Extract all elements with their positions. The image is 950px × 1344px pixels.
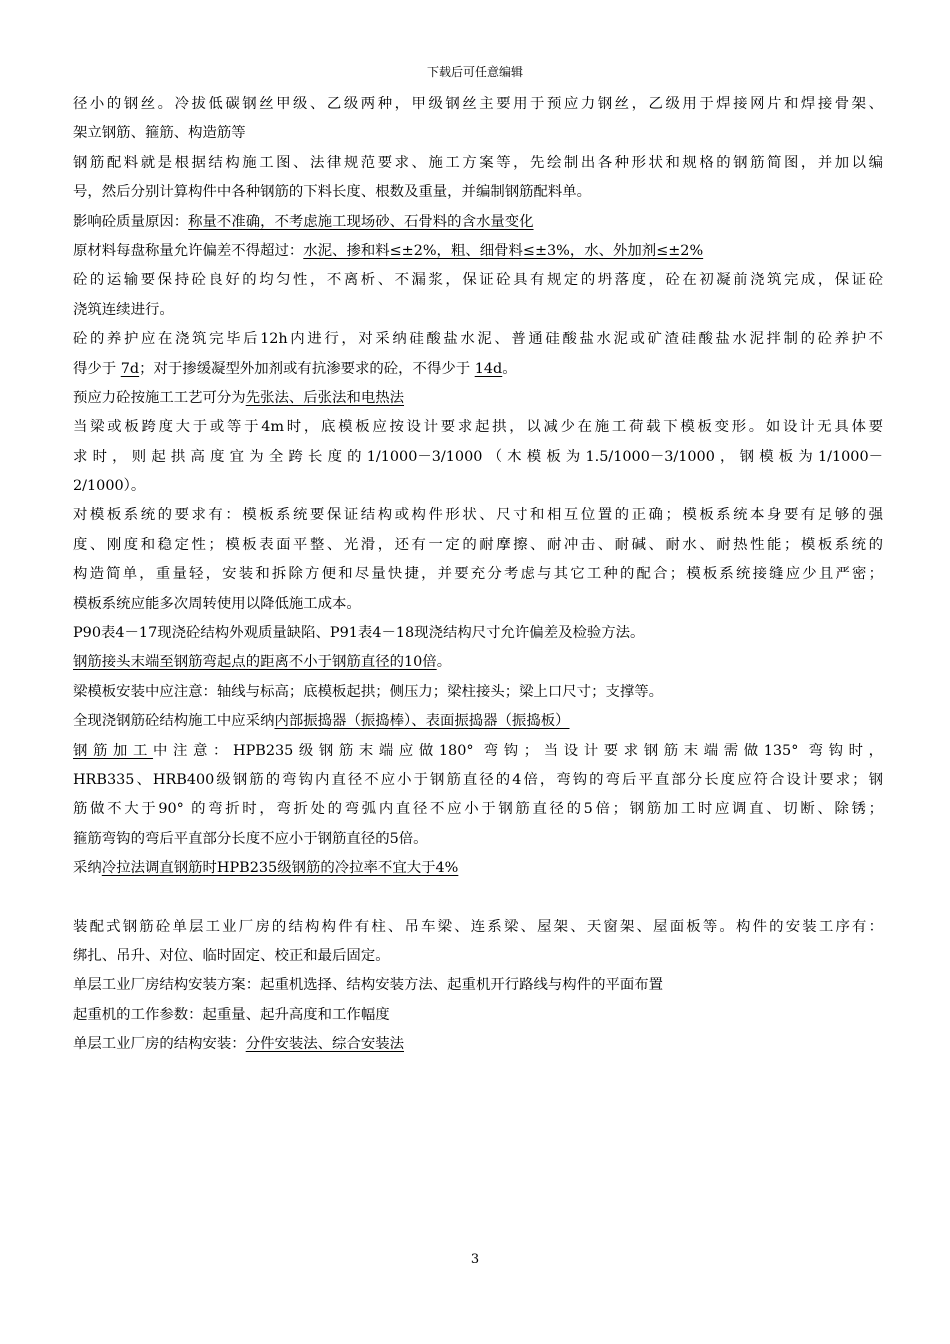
underlined-text: 钢筋加工 bbox=[73, 742, 154, 759]
text-run: 采纳 bbox=[73, 860, 102, 877]
text-run: 砼的运输要保持砼良好的均匀性，不离析、不漏浆，保证砼具有规定的坍落度，砼在初凝前浇筑完成，保证砼 bbox=[73, 272, 883, 289]
text-run: 筋做不大于90° 的弯折时，弯折处的弯弧内直径不应小于钢筋直径的5倍；钢筋加工时应调直、切断、除锈； bbox=[73, 801, 883, 818]
document-body bbox=[73, 90, 883, 1060]
text-run: 装配式钢筋砼单层工业厂房的结构构件有柱、吊车梁、连系梁、屋架、天窗架、屋面板等。构件的安装工序有： bbox=[73, 918, 883, 935]
underlined-text: 内部振捣器（振捣棒）、表面振捣器（振捣板） bbox=[274, 713, 570, 730]
text-line bbox=[73, 825, 883, 854]
text-run: 梁模板安装中应注意：轴线与标高；底模板起拱；侧压力；梁柱接头；梁上口尺寸；支撑等。 bbox=[73, 683, 664, 700]
text-line bbox=[73, 531, 883, 560]
text-run: 绑扎、吊升、对位、临时固定、校正和最后固定。 bbox=[73, 947, 390, 964]
underlined-text: 分件安装法、综合安装法 bbox=[245, 1036, 405, 1053]
text-line bbox=[73, 501, 883, 530]
text-run: 砼的养护应在浇筑完毕后12h内进行，对采纳硅酸盐水泥、普通硅酸盐水泥或矿渣硅酸盐水泥拌制的砼养护不 bbox=[73, 331, 883, 348]
text-run: 单层工业厂房的结构安装： bbox=[73, 1036, 246, 1053]
text-run: 2/1000）。 bbox=[73, 478, 146, 495]
text-line bbox=[73, 443, 883, 472]
text-line bbox=[73, 472, 883, 501]
underlined-text: 钢筋接头末端至钢筋弯起点的距离不小于钢筋直径的10倍 bbox=[73, 654, 437, 671]
text-line bbox=[73, 296, 883, 325]
text-line bbox=[73, 90, 883, 119]
text-run: 对模板系统的要求有：模板系统要保证结构或构件形状、尺寸和相互位置的正确；模板系统本身要有足够的强 bbox=[73, 507, 883, 524]
text-run: 全现浇钢筋砼结构施工中应采纳 bbox=[73, 713, 275, 730]
text-run: 径小的钢丝。冷拔低碳钢丝甲级、乙级两种，甲级钢丝主要用于预应力钢丝，乙级用于焊接网片和焊接骨架、 bbox=[73, 96, 883, 112]
text-line bbox=[73, 1001, 883, 1030]
text-run: 起重机的工作参数：起重量、起升高度和工作幅度 bbox=[73, 1006, 390, 1023]
text-line bbox=[73, 619, 883, 648]
text-line bbox=[73, 413, 883, 442]
text-line bbox=[73, 678, 883, 707]
text-line bbox=[73, 149, 883, 178]
text-line bbox=[73, 854, 883, 883]
underlined-text: 14d bbox=[474, 360, 503, 377]
text-line bbox=[73, 178, 883, 207]
text-run: 架立钢筋、箍筋、构造筋等 bbox=[73, 125, 246, 142]
text-run: 影响砼质量原因： bbox=[73, 213, 189, 230]
text-run: P90表4－17现浇砼结构外观质量缺陷、P91表4－18现浇结构尺寸允许偏差及检验方法。 bbox=[73, 625, 645, 642]
text-line bbox=[73, 1030, 883, 1059]
underlined-text: 称量不准确，不考虑施工现场砂、石骨料的含水量变化 bbox=[188, 213, 534, 230]
text-run: 构造简单，重量轻，安装和拆除方便和尽量快捷，并要充分考虑与其它工种的配合；模板系统接缝应少且严密； bbox=[73, 566, 883, 583]
text-line bbox=[73, 942, 883, 971]
text-run: 模板系统应能多次周转使用以降低施工成本。 bbox=[73, 595, 361, 612]
text-run: 原材料每盘称量允许偏差不得超过： bbox=[73, 242, 304, 259]
text-run: 当梁或板跨度大于或等于4m时，底模板应按设计要求起拱，以减少在施工荷载下模板变形。如设计无具体要 bbox=[73, 419, 883, 436]
text-line bbox=[73, 590, 883, 619]
text-line bbox=[73, 266, 883, 295]
text-line bbox=[73, 971, 883, 1000]
text-run: 箍筋弯钩的弯后平直部分长度不应小于钢筋直径的5倍。 bbox=[73, 830, 428, 847]
text-run: 求时，则起拱高度宜为全跨长度的1/1000－3/1000（木模板为1.5/1000－3/1000，钢模板为1/1000－ bbox=[73, 448, 883, 465]
page-header: 下载后可任意编辑 bbox=[426, 65, 523, 79]
text-line bbox=[73, 560, 883, 589]
text-run: 中注意：HPB235级钢筋末端应做180° 弯钩；当设计要求钢筋末端需做135° 弯钩时， bbox=[153, 742, 883, 759]
text-run: 单层工业厂房结构安装方案：起重机选择、结构安装方法、起重机开行路线与构件的平面布置 bbox=[73, 977, 664, 994]
text-run: 。 bbox=[502, 360, 517, 377]
text-run: ；对于掺缓凝型外加剂或有抗渗要求的砼，不得少于 bbox=[139, 360, 475, 377]
text-line bbox=[73, 325, 883, 354]
blank-line bbox=[73, 884, 883, 913]
text-run: 浇筑连续进行。 bbox=[73, 301, 174, 318]
text-line bbox=[73, 795, 883, 824]
underlined-text: 冷拉法调直钢筋时HPB235级钢筋的冷拉率不宜大于4% bbox=[101, 860, 459, 877]
text-run: 得少于 bbox=[73, 360, 121, 377]
text-line bbox=[73, 384, 883, 413]
text-run: 度、刚度和稳定性；模板表面平整、光滑，还有一定的耐摩擦、耐冲击、耐碱、耐水、耐热性能；模板系统的 bbox=[73, 536, 883, 553]
text-line bbox=[73, 208, 883, 237]
text-line bbox=[73, 766, 883, 795]
page-number: 3 bbox=[470, 1252, 480, 1267]
text-run: HRB335、HRB400级钢筋的弯钩内直径不应小于钢筋直径的4倍，弯钩的弯后平直部分长度应符合设计要求；钢 bbox=[73, 771, 883, 788]
text-run: 预应力砼按施工工艺可分为 bbox=[73, 389, 246, 406]
underlined-text: 先张法、后张法和电热法 bbox=[245, 389, 405, 406]
text-line bbox=[73, 648, 883, 677]
text-run: 。 bbox=[436, 654, 452, 671]
text-line bbox=[73, 707, 883, 736]
text-run: 钢筋配料就是根据结构施工图、法律规范要求、施工方案等，先绘制出各种形状和规格的钢筋简图，并加以编 bbox=[73, 154, 883, 171]
underlined-text: 7d bbox=[120, 360, 140, 377]
text-line bbox=[73, 355, 883, 384]
underlined-text: 水泥、掺和料≤±2%，粗、细骨料≤±3%，水、外加剂≤±2% bbox=[303, 242, 704, 259]
text-line bbox=[73, 737, 883, 766]
text-run: 号，然后分别计算构件中各种钢筋的下料长度、根数及重量，并编制钢筋配料单。 bbox=[73, 184, 592, 201]
text-line bbox=[73, 119, 883, 148]
text-line bbox=[73, 237, 883, 266]
text-line bbox=[73, 913, 883, 942]
